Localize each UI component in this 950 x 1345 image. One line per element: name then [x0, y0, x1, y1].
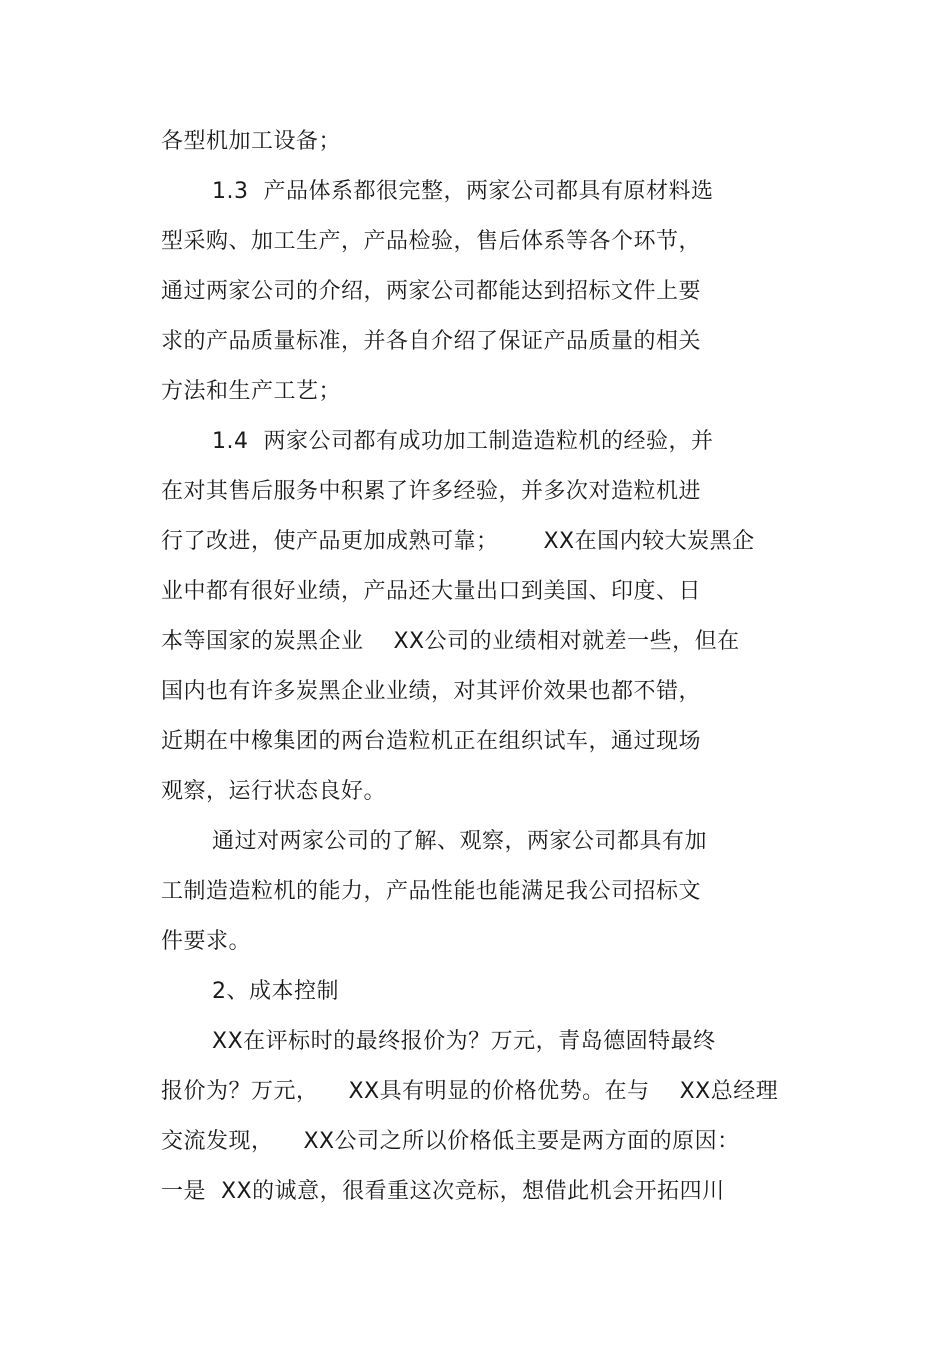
text-line: 通过对两家公司的了解、观察，两家公司都具有加 [212, 829, 708, 854]
text-line: 1.3 产品体系都很完整，两家公司都具有原材料选 [212, 179, 714, 204]
text-line: 近期在中橡集团的两台造粒机正在组织试车，通过现场 [161, 729, 702, 754]
text-line: 业中都有很好业绩，产品还大量出口到美国、印度、日 [161, 579, 702, 604]
text-line: 报价为？万元， XX具有明显的价格优势。在与 XX总经理 [161, 1079, 779, 1104]
text-line: 工制造造粒机的能力，产品性能也能满足我公司招标文 [161, 879, 702, 904]
text-line: 方法和生产工艺； [161, 379, 342, 404]
text-line: 行了改进，使产品更加成熟可靠； XX在国内较大炭黑企 [161, 529, 755, 554]
text-line: 在对其售后服务中积累了许多经验，并多次对造粒机进 [161, 479, 702, 504]
text-line: XX在评标时的最终报价为？万元，青岛德固特最终 [212, 1029, 716, 1054]
text-line: 型采购、加工生产，产品检验，售后体系等各个环节， [161, 229, 702, 254]
text-line: 件要求。 [161, 929, 252, 954]
text-line: 一是 XX的诚意，很看重这次竞标，想借此机会开拓四川 [161, 1179, 725, 1204]
text-line: 交流发现， XX公司之所以价格低主要是两方面的原因： [161, 1129, 740, 1154]
text-line: 通过两家公司的介绍，两家公司都能达到招标文件上要 [161, 279, 702, 304]
text-line: 本等国家的炭黑企业 XX公司的业绩相对就差一些，但在 [161, 629, 740, 654]
text-line: 求的产品质量标准，并各自介绍了保证产品质量的相关 [161, 329, 702, 354]
text-line: 国内也有许多炭黑企业业绩，对其评价效果也都不错， [161, 679, 702, 704]
section-heading: 2、成本控制 [212, 979, 339, 1004]
text-line: 1.4 两家公司都有成功加工制造造粒机的经验，并 [212, 429, 714, 454]
text-line: 各型机加工设备； [161, 129, 342, 154]
text-line: 观察，运行状态良好。 [161, 779, 387, 804]
